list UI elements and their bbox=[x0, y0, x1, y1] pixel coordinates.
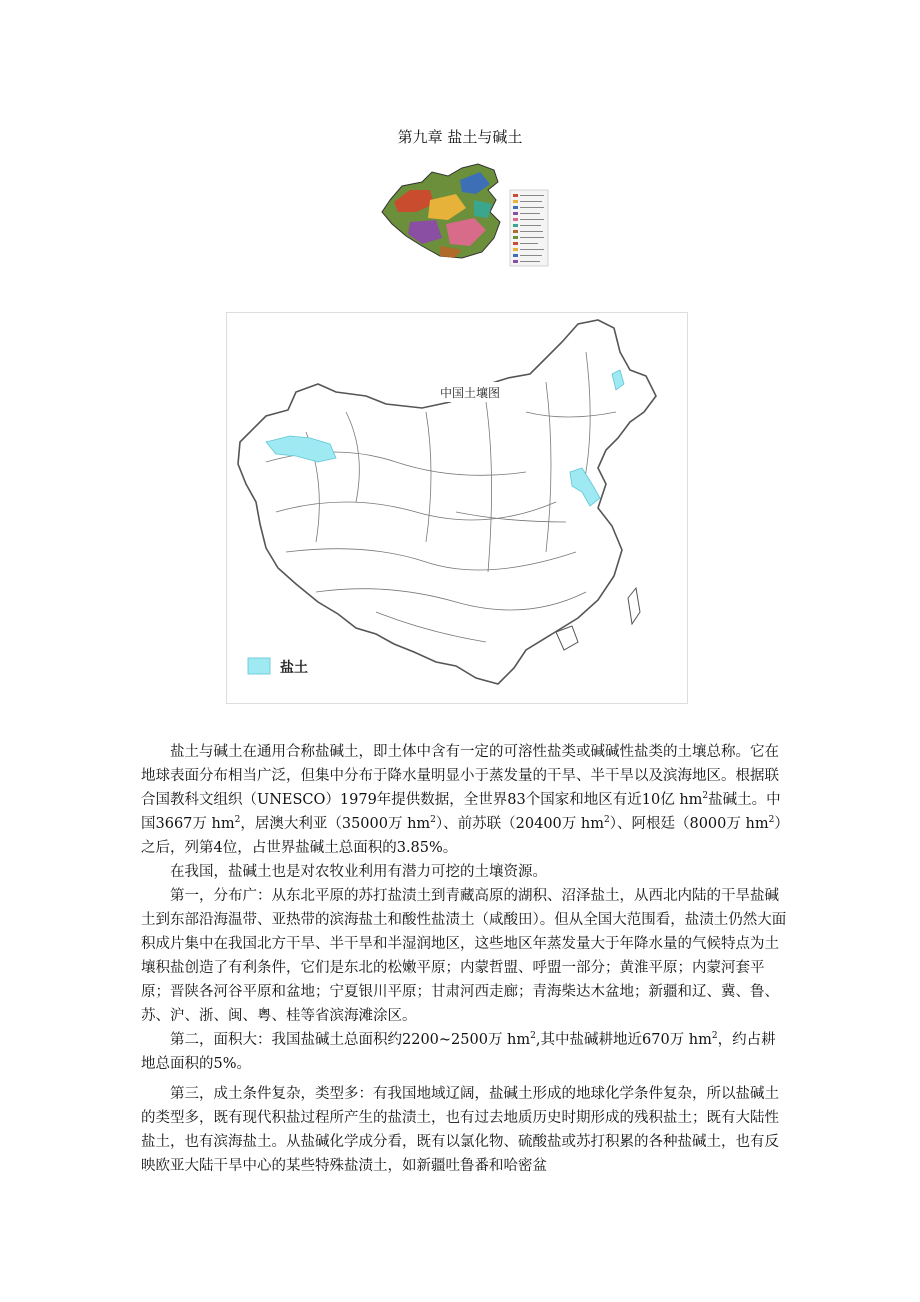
map-title: 中国土壤图 bbox=[440, 386, 501, 400]
chapter-title: 第九章 盐土与碱土 bbox=[397, 128, 523, 146]
paragraph-1: 盐土与碱土在通用合称盐碱土，即土体中含有一定的可溶性盐类或碱碱性盐类的土壤总称。它在地球表面分布相当广泛，但集中分布于降水量明显小于蒸发量的干旱、半干旱以及滨海地区。根据联合国教科文组织（UNESCO）1979年提供数据，全世界83个国家和地区有近10亿 $hm^2$盐碱土。中国3667万 $hm^2$，居澳大利亚（35000万 $hm^2$）、前苏联（20400万 $hm^2$）、阿根廷（8000万 $hm^2$）之后，列第4位，占世界盐碱土总面积的3.85%。 bbox=[141, 744, 789, 856]
legend-swatch bbox=[248, 658, 270, 674]
body-text bbox=[141, 740, 789, 1178]
color-map-legend bbox=[510, 190, 548, 266]
paragraph-4: 第二，面积大：我国盐碱土总面积约2200~2500万 $hm^2$,其中盐碱耕地近670万 $hm^2$，约占耕地总面积的5%。 bbox=[141, 1031, 776, 1072]
color-soil-map-image bbox=[370, 160, 550, 270]
paragraph-2: 在我国，盐碱土也是对农牧业利用有潜力可挖的土壤资源。 bbox=[170, 864, 547, 880]
legend-label: 盐土 bbox=[280, 660, 308, 676]
paragraph-5: 第三，成土条件复杂，类型多：有我国地域辽阔，盐碱土形成的地球化学条件复杂，所以盐碱土的类型多，既有现代积盐过程所产生的盐渍土，也有过去地质历史时期形成的残积盐土；既有大陆性盐土，也有滨海盐土。从盐碱化学成分看，既有以氯化物、硫酸盐或苏打积累的各种盐碱土，也有反映欧亚大陆干旱中心的某些特殊盐渍土，如新疆吐鲁番和哈密盆 bbox=[141, 1086, 779, 1174]
paragraph-3: 第一，分布广：从东北平原的苏打盐渍土到青藏高原的湖积、沼泽盐土，从西北内陆的干旱盐碱土到东部沿海温带、亚热带的滨海盐土和酸性盐渍土（咸酸田）。但从全国大范围看，盐渍土仍然大面积成片集中在我国北方干旱、半干旱和半湿润地区，这些地区年蒸发量大于年降水量的气候特点为土壤积盐创造了有利条件，它们是东北的松嫩平原；内蒙哲盟、呼盟一部分；黄淮平原；内蒙河套平原；晋陕各河谷平原和盆地；宁夏银川平原；甘肃河西走廊；青海柴达木盆地；新疆和辽、冀、鲁、苏、沪、浙、闽、粤、桂等省滨海滩涂区。 bbox=[141, 888, 787, 1024]
outline-soil-map-image bbox=[226, 312, 688, 704]
